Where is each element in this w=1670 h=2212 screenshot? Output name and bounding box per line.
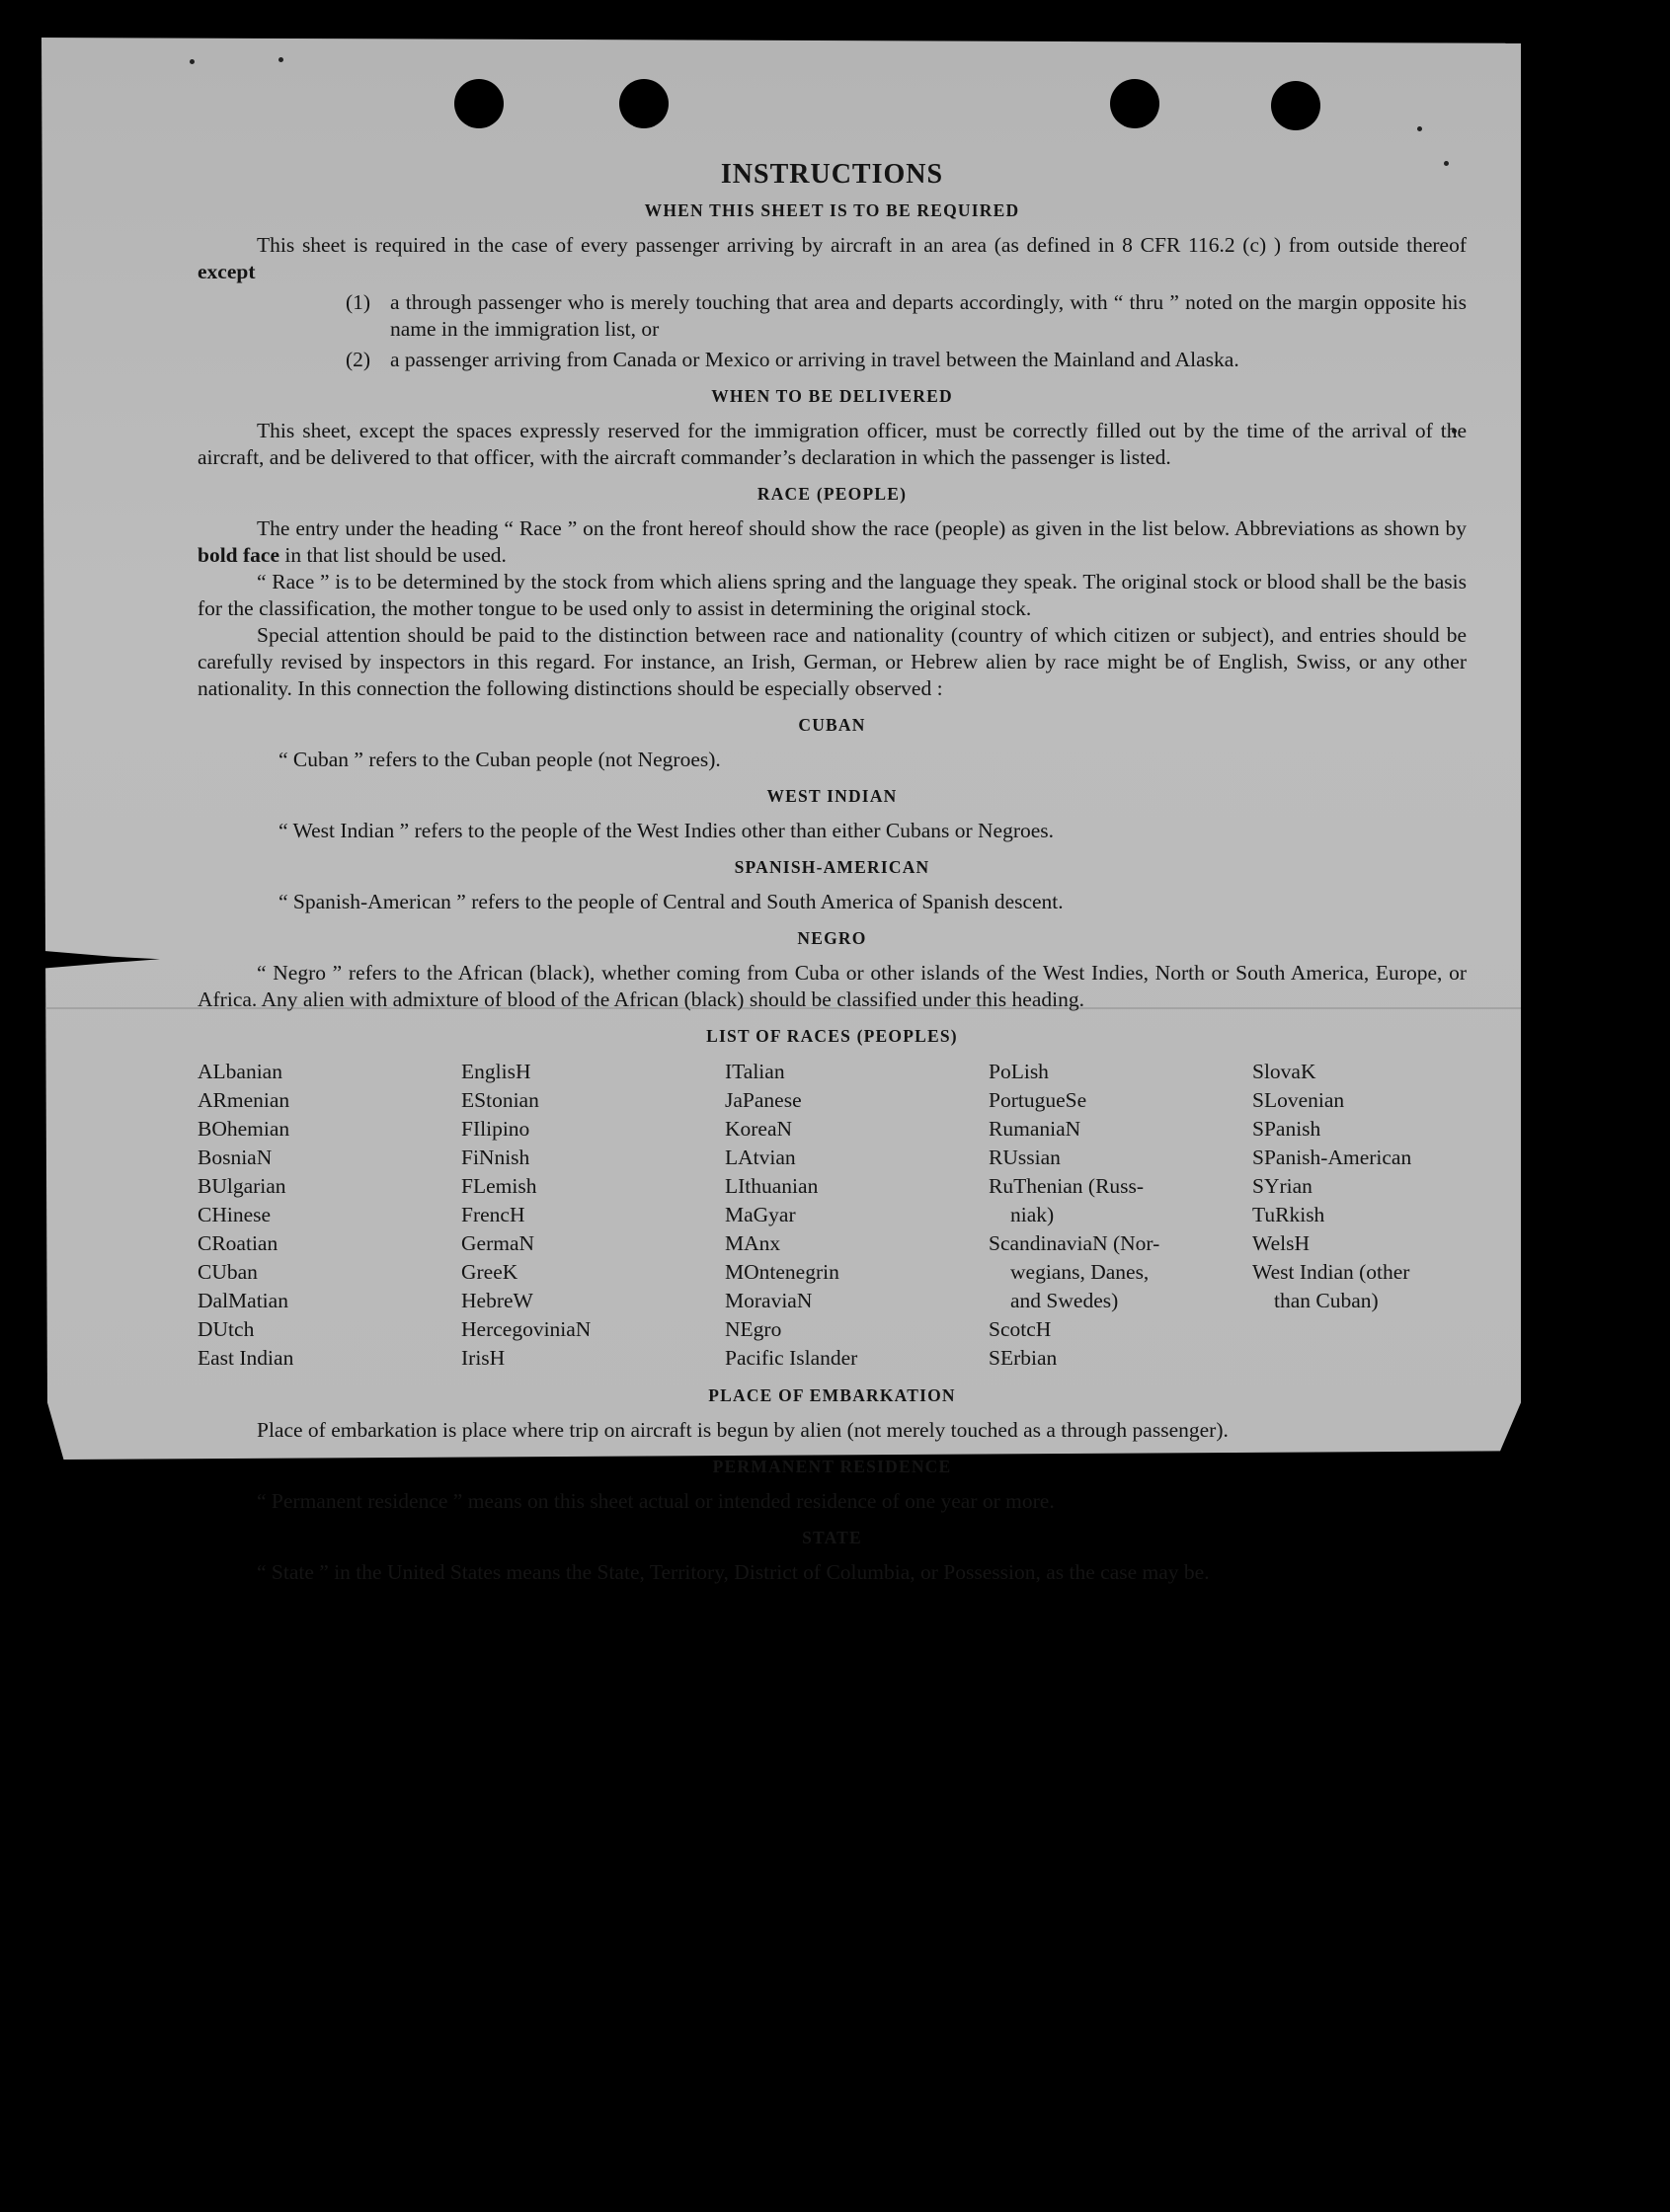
item-text: a passenger arriving from Canada or Mexico or arriving in travel between the Mainland and Alaska. — [390, 348, 1239, 371]
race-entry: niak) — [1010, 1203, 1055, 1226]
race-entry: FIlipino — [461, 1117, 530, 1141]
page-title: INSTRUCTIONS — [720, 159, 944, 190]
heading-when-required: WHEN THIS SHEET IS TO BE REQUIRED — [644, 200, 1020, 220]
race-entry: wegians, Danes, — [1010, 1260, 1150, 1284]
heading-cuban: CUBAN — [798, 715, 866, 735]
negro-text: “ Negro ” refers to the African (black), whether coming from Cuba or other islands of the West Indies, North or South America, Europe, or Africa. Any alien with admixture of blood of the African (black) should be classified under this heading. — [198, 961, 1467, 1011]
punch-hole — [454, 79, 504, 128]
race-entry: ScandinaviaN (Nor- — [989, 1231, 1160, 1255]
race-entry: WelsH — [1252, 1231, 1310, 1255]
race-list-grid — [198, 1058, 1467, 1373]
race-paragraph-1: The entry under the heading “ Race ” on the front hereof should show the race (people) as given in the list below. Abbreviations as shown by bold face in that list should be used. — [198, 516, 1467, 567]
race-entry: RumaniaN — [989, 1117, 1081, 1141]
race-entry: PortugueSe — [989, 1088, 1087, 1112]
race-entry: MoraviaN — [725, 1289, 813, 1312]
race-entry: DUtch — [198, 1317, 255, 1341]
heading-list-of-races: LIST OF RACES (PEOPLES) — [706, 1026, 958, 1046]
punch-hole — [1110, 79, 1159, 128]
embarkation-text: Place of embarkation is place where trip on aircraft is begun by alien (not merely touched as a through passenger). — [257, 1418, 1229, 1442]
spanish-american-text: “ Spanish-American ” refers to the people of Central and South America of Spanish descent. — [278, 890, 1064, 913]
item-number: (1) — [346, 290, 371, 314]
race-column-4 — [989, 1058, 1252, 1373]
race-entry: MOntenegrin — [725, 1260, 839, 1284]
race-entry: BOhemian — [198, 1117, 290, 1141]
race-entry: NEgro — [725, 1317, 782, 1341]
heading-west-indian: WEST INDIAN — [766, 786, 898, 806]
race-entry: JaPanese — [725, 1088, 802, 1112]
heading-state: STATE — [802, 1528, 862, 1547]
race-entry: SYrian — [1252, 1174, 1312, 1198]
race-entry: EnglisH — [461, 1060, 531, 1083]
delivered-text: This sheet, except the spaces expressly reserved for the immigration officer, must be correctly filled out by the time of the arrival of the aircraft, and be delivered to that officer, with the aircraft commander’s declaration in which the passenger is listed. — [198, 419, 1467, 469]
race-entry: SPanish — [1252, 1117, 1321, 1141]
race-paragraph-3: Special attention should be paid to the distinction between race and nationality (country of which citizen or subject), and entries should be carefully revised by inspectors in this regard. For instance, an Irish, German, or Hebrew alien by race might be of English, Swiss, or any other nationality. In this connection the following distinctions should be especially observed : — [198, 623, 1467, 700]
race-column-3 — [725, 1058, 989, 1373]
punch-hole — [1271, 81, 1320, 130]
punch-hole — [619, 79, 669, 128]
race-column-5 — [1252, 1058, 1467, 1373]
race-entry: LIthuanian — [725, 1174, 819, 1198]
race-entry: and Swedes) — [1010, 1289, 1119, 1312]
race-entry: KoreaN — [725, 1117, 793, 1141]
heading-when-delivered: WHEN TO BE DELIVERED — [711, 386, 953, 406]
race-entry: CUban — [198, 1260, 258, 1284]
race-entry: FLemish — [461, 1174, 537, 1198]
speck-mark — [278, 57, 283, 62]
race-entry: ScotcH — [989, 1317, 1052, 1341]
heading-permanent-residence: PERMANENT RESIDENCE — [712, 1457, 952, 1476]
list-item — [198, 289, 1467, 343]
race-entry: West Indian (other — [1252, 1260, 1410, 1284]
race-entry: East Indian — [198, 1346, 294, 1370]
race-entry: ARmenian — [198, 1088, 290, 1112]
speck-mark — [1417, 126, 1422, 131]
race-entry: EStonian — [461, 1088, 539, 1112]
cuban-text: “ Cuban ” refers to the Cuban people (not Negroes). — [278, 748, 721, 771]
race-paragraph-2: “ Race ” is to be determined by the stock from which aliens spring and the language they speak. The original stock or blood shall be the basis for the classification, the mother tongue to be used only to assist in determining the original stock. — [198, 570, 1467, 620]
state-text: “ State ” in the United States means the State, Territory, District of Columbia, or Possession, as the case may be. — [257, 1560, 1210, 1584]
race-entry: GermaN — [461, 1231, 535, 1255]
race-entry: HercegoviniaN — [461, 1317, 592, 1341]
race-entry: ITalian — [725, 1060, 785, 1083]
race-entry: MAnx — [725, 1231, 781, 1255]
bold-face-text: bold face — [198, 543, 280, 567]
required-intro: This sheet is required in the case of every passenger arriving by aircraft in an area (as defined in 8 CFR 116.2 (c) ) from outside thereof except — [198, 233, 1467, 283]
race-entry: RUssian — [989, 1146, 1061, 1169]
west-indian-text: “ West Indian ” refers to the people of the West Indies other than either Cubans or Negroes. — [278, 819, 1055, 842]
race-entry: HebreW — [461, 1289, 533, 1312]
race-entry: RuThenian (Russ- — [989, 1174, 1145, 1198]
heading-spanish-american: SPANISH-AMERICAN — [734, 857, 930, 877]
list-item — [198, 347, 1467, 373]
race-entry: IrisH — [461, 1346, 506, 1370]
residence-text: “ Permanent residence ” means on this sheet actual or intended residence of one year or more. — [257, 1489, 1055, 1513]
race-entry: SLovenian — [1252, 1088, 1345, 1112]
race-entry: ALbanian — [198, 1060, 282, 1083]
race-column-1 — [198, 1058, 461, 1373]
race-entry: Pacific Islander — [725, 1346, 858, 1370]
heading-place-of-embarkation: PLACE OF EMBARKATION — [708, 1385, 956, 1405]
except-word: except — [198, 260, 256, 283]
race-entry: SlovaK — [1252, 1060, 1316, 1083]
race-entry: GreeK — [461, 1260, 518, 1284]
race-entry: SErbian — [989, 1346, 1058, 1370]
race-entry: FrencH — [461, 1203, 525, 1226]
item-number: (2) — [346, 348, 371, 371]
race-entry: BosniaN — [198, 1146, 273, 1169]
instructions-content — [198, 158, 1467, 1586]
race-entry: LAtvian — [725, 1146, 796, 1169]
race-entry: DalMatian — [198, 1289, 288, 1312]
race-entry: CRoatian — [198, 1231, 278, 1255]
race-entry: CHinese — [198, 1203, 272, 1226]
race-entry: MaGyar — [725, 1203, 796, 1226]
heading-negro: NEGRO — [797, 928, 867, 948]
race-entry: TuRkish — [1252, 1203, 1325, 1226]
item-text: a through passenger who is merely touching that area and departs accordingly, with “ thru ” noted on the margin opposite his name in the immigration list, or — [390, 290, 1467, 341]
race-entry: SPanish-American — [1252, 1146, 1412, 1169]
race-entry: than Cuban) — [1274, 1289, 1379, 1312]
race-entry: FiNnish — [461, 1146, 530, 1169]
race-entry: BUlgarian — [198, 1174, 286, 1198]
heading-race: RACE (PEOPLE) — [756, 484, 908, 504]
race-column-2 — [461, 1058, 725, 1373]
speck-mark — [190, 59, 195, 64]
race-entry: PoLish — [989, 1060, 1049, 1083]
